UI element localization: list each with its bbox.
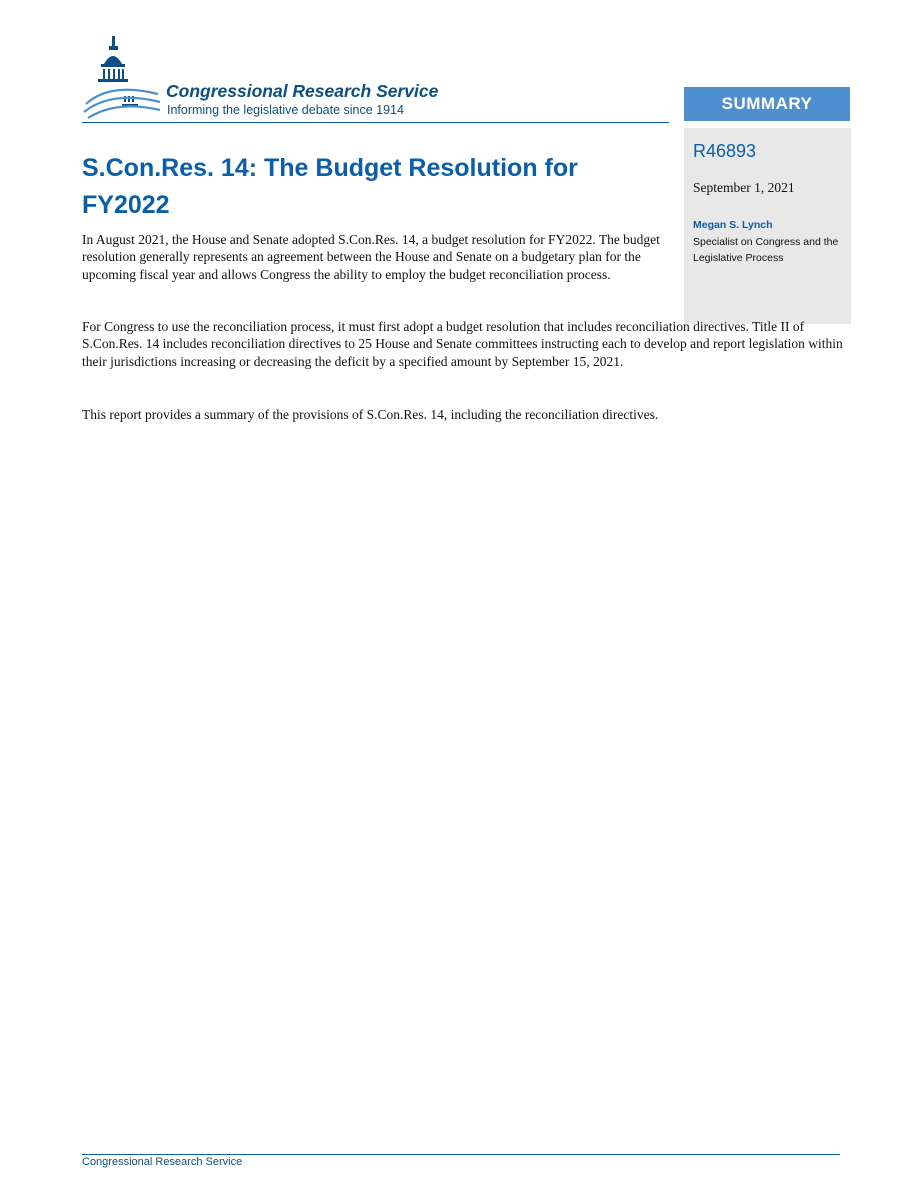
summary-tab: SUMMARY [684, 87, 850, 121]
page-title: S.Con.Res. 14: The Budget Resolution for FY2022 [82, 154, 578, 219]
summary-paragraph-1: In August 2021, the House and Senate adopted S.Con.Res. 14, a budget resolution for FY2022. The budget resolution generally represents an agreement between the House and Senate on a budgetary plan for the upcoming fiscal year and allows Congress the ability to employ the budget reconciliation process. [82, 232, 660, 282]
author-title: Specialist on Congress and the Legislative Process [693, 236, 839, 264]
summary-sidebar [684, 128, 851, 324]
footer-divider [82, 1154, 840, 1155]
org-tagline: Informing the legislative debate since 1914 [167, 103, 404, 117]
report-number: R46893 [693, 141, 757, 161]
org-name: Congressional Research Service [166, 81, 439, 101]
summary-paragraph-2: For Congress to use the reconciliation process, it must first adopt a budget resolution that includes reconciliation directives. Title II of S.Con.Res. 14 includes reconciliation directives to 25 House and Senate committees instructing each to develop and report legislation within their jurisdictions increasing or decreasing the deficit by a specified amount by September 15, 2021. [82, 319, 843, 369]
capitol-dome-icon [82, 34, 162, 120]
header-divider [82, 122, 669, 123]
footer-text: Congressional Research Service [82, 1156, 243, 1168]
author-name: Megan S. Lynch [693, 219, 773, 231]
crs-logo [82, 34, 472, 120]
report-date: September 1, 2021 [693, 180, 795, 195]
summary-paragraph-3: This report provides a summary of the provisions of S.Con.Res. 14, including the reconciliation directives. [82, 407, 659, 422]
